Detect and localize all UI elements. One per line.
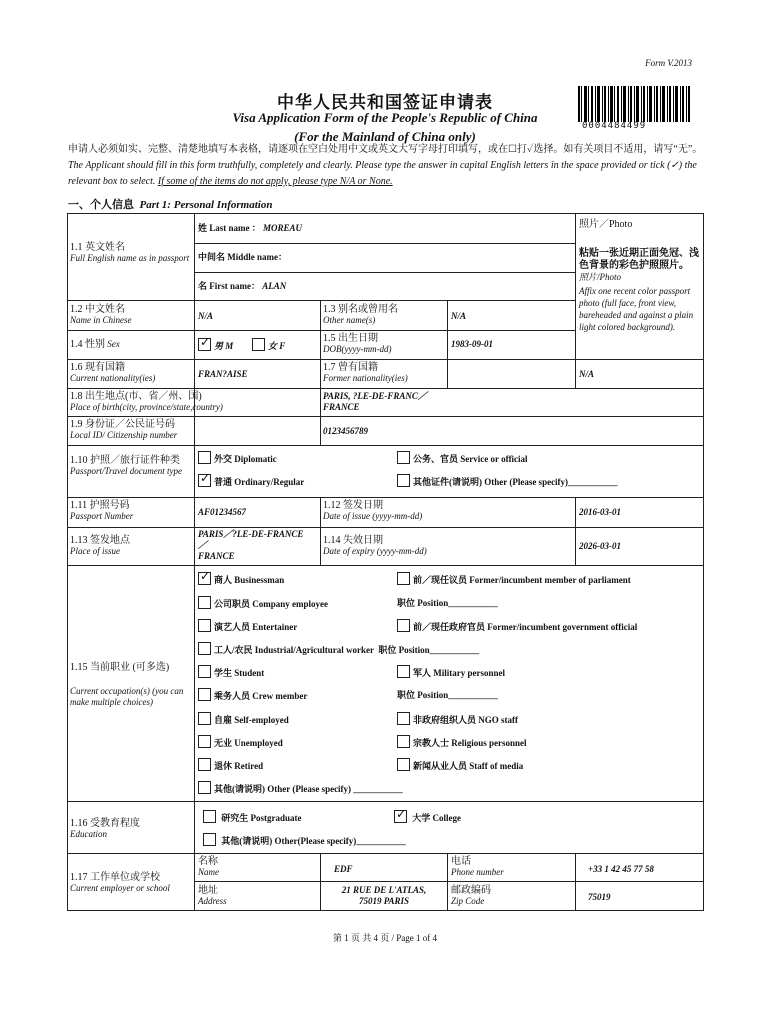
employer-zip-label: 邮政编码 Zip Code bbox=[451, 885, 491, 906]
education-other[interactable]: 其他(请说明) Other(Please specify)___________ bbox=[203, 833, 406, 847]
occupation-media-staff-checkbox[interactable] bbox=[397, 758, 410, 771]
occupation-government-official-checkbox[interactable] bbox=[397, 619, 410, 632]
section-title-english: Part 1: Personal Information bbox=[139, 199, 273, 211]
passport-other-option[interactable]: 其他证件(请说明) Other (Please specify)___________ bbox=[397, 474, 618, 488]
field-1-10-label: 1.10 护照／旅行证件种类 Passport/Travel document type bbox=[70, 455, 182, 476]
field-1-14-label: 1.14 失效日期 Date of expiry (yyyy-mm-dd) bbox=[323, 535, 427, 556]
education-college[interactable]: ✓ 大学 College bbox=[394, 810, 461, 824]
sex-male-option[interactable]: ✓ 男 M bbox=[198, 338, 233, 352]
field-1-4-label: 1.4 性别 Sex bbox=[70, 339, 120, 350]
instructions-chinese: 申请人必须如实、完整、清楚地填写本表格，请逐项在空白处用中文或英文大写字母打印填写，或在☐打✓选择。如有关项目不适用，请写“无”。 bbox=[68, 144, 703, 155]
occupation-ngo-staff[interactable]: 非政府组织人员 NGO staff bbox=[397, 712, 518, 726]
occupation-position-2[interactable]: 职位 Position___________ bbox=[378, 645, 480, 655]
occupation-student[interactable]: 学生 Student bbox=[198, 665, 264, 679]
passport-ordinary-checkbox[interactable] bbox=[198, 474, 211, 487]
field-1-7-label: 1.7 曾有国籍 Former nationality(ies) bbox=[323, 362, 408, 383]
field-1-12-label: 1.12 签发日期 Date of issue (yyyy-mm-dd) bbox=[323, 500, 423, 521]
form-title-subtitle: (For the Mainland of China only) bbox=[294, 129, 476, 144]
place-of-issue-value[interactable]: PARIS／?LE-DE-FRANCE ／ FRANCE bbox=[198, 529, 304, 561]
field-1-9-label: 1.9 身份证／公民证号码 Local ID/ Citizenship number bbox=[70, 419, 178, 440]
occupation-crew-member-checkbox[interactable] bbox=[198, 688, 211, 701]
occupation-parliament-checkbox[interactable] bbox=[397, 572, 410, 585]
occupation-position-1[interactable]: 职位 Position___________ bbox=[397, 598, 498, 608]
citizenship-number-value[interactable]: 0123456789 bbox=[323, 426, 368, 436]
occupation-position-3[interactable]: 职位 Position___________ bbox=[397, 690, 498, 700]
instructions-english: The Applicant should fill in this form truthfully, completely and clearly. Please type the answer in capital English letters in the space provided or tick (✓) the relevant box to select. bbox=[68, 160, 697, 187]
occupation-company-employee[interactable]: 公司职员 Company employee bbox=[198, 596, 328, 610]
first-name-label: 名 First name： bbox=[198, 281, 260, 291]
field-1-16-label: 1.16 受教育程度 Education bbox=[70, 818, 140, 839]
occupation-self-employed[interactable]: 自雇 Self-employed bbox=[198, 712, 289, 726]
expiry-date-value[interactable]: 2026-03-01 bbox=[579, 541, 621, 551]
middle-name-label: 中间名 Middle name： bbox=[198, 252, 287, 262]
employer-zip-value[interactable]: 75019 bbox=[588, 892, 611, 902]
field-1-3-label: 1.3 别名或曾用名 Other name(s) bbox=[323, 304, 398, 325]
passport-service-option[interactable]: 公务、官员 Service or official bbox=[397, 451, 528, 465]
birthplace-value[interactable]: PARIS, ?LE-DE-FRANC／ FRANCE bbox=[323, 391, 427, 412]
form-title-english: Visa Application Form of the People's Republic of China bbox=[232, 110, 538, 125]
field-1-15-label-english: Current occupation(s) (you can make multiple choices) bbox=[70, 686, 184, 707]
occupation-media-staff[interactable]: 新闻从业人员 Staff of media bbox=[397, 758, 523, 772]
passport-service-checkbox[interactable] bbox=[397, 451, 410, 464]
occupation-ngo-staff-checkbox[interactable] bbox=[397, 712, 410, 725]
section-title-chinese: 一、个人信息 bbox=[68, 199, 134, 211]
barcode-number: 0004484499 bbox=[582, 121, 647, 131]
occupation-industrial-worker-checkbox[interactable] bbox=[198, 642, 211, 655]
education-other-checkbox[interactable] bbox=[203, 833, 216, 846]
field-1-6-label: 1.6 现有国籍 Current nationality(ies) bbox=[70, 362, 156, 383]
occupation-crew-member[interactable]: 乘务人员 Crew member bbox=[198, 688, 307, 702]
sex-male-checkbox[interactable] bbox=[198, 338, 211, 351]
passport-number-value[interactable]: AF01234567 bbox=[198, 507, 247, 517]
first-name-field[interactable] bbox=[198, 281, 286, 292]
occupation-unemployed[interactable]: 无业 Unemployed bbox=[198, 735, 283, 749]
instructions-english-underlined: If some of the items do not apply, please type N/A or None. bbox=[157, 176, 393, 187]
other-names-value[interactable]: N/A bbox=[451, 311, 467, 321]
employer-address-label: 地址 Address bbox=[198, 885, 227, 906]
passport-diplomatic-checkbox[interactable] bbox=[198, 451, 211, 464]
occupation-entertainer-checkbox[interactable] bbox=[198, 619, 211, 632]
occupation-other-checkbox[interactable] bbox=[198, 781, 211, 794]
dob-value[interactable]: 1983-09-01 bbox=[451, 339, 493, 349]
photo-instruction-english: Affix one recent color passport photo (full face, front view, bareheaded and against a plain light colored background). bbox=[579, 286, 694, 332]
education-postgraduate[interactable]: 研究生 Postgraduate bbox=[203, 810, 302, 824]
field-1-5-label: 1.5 出生日期 DOB(yyyy-mm-dd) bbox=[323, 333, 392, 354]
issue-date-value[interactable]: 2016-03-01 bbox=[579, 507, 621, 517]
field-1-8-label: 1.8 出生地点(市、省／州、国) Place of birth(city, province/state,country) bbox=[70, 391, 223, 412]
education-postgraduate-checkbox[interactable] bbox=[203, 810, 216, 823]
field-1-1-label: 1.1 英文姓名 Full English name as in passport bbox=[70, 242, 190, 263]
last-name-label: 姓 Last name ： bbox=[198, 223, 261, 233]
photo-box bbox=[579, 219, 701, 333]
passport-diplomatic-option[interactable]: 外交 Diplomatic bbox=[198, 451, 277, 465]
occupation-parliament[interactable]: 前／现任议员 Former/incumbent member of parliament bbox=[397, 572, 631, 586]
last-name-field[interactable] bbox=[198, 223, 302, 234]
chinese-name-value[interactable]: N/A bbox=[198, 311, 214, 321]
field-1-2-label: 1.2 中文姓名 Name in Chinese bbox=[70, 304, 132, 325]
first-name-value: ALAN bbox=[262, 281, 287, 291]
occupation-industrial-worker[interactable]: 工人/农民 Industrial/Agricultural worker 职位 Position___________ bbox=[198, 642, 479, 656]
employer-address-value[interactable]: 21 RUE DE L'ATLAS, 75019 PARIS bbox=[341, 885, 427, 906]
photo-subtitle: 照片/Photo bbox=[579, 272, 621, 282]
photo-instruction-chinese: 粘贴一张近期正面免冠、浅色背景的彩色护照照片。 bbox=[579, 248, 699, 271]
occupation-businessman[interactable]: ✓商人 Businessman bbox=[198, 572, 284, 586]
photo-title: 照片／Photo bbox=[579, 219, 633, 230]
section-title bbox=[68, 196, 272, 212]
sex-female-option[interactable]: 女 F bbox=[252, 338, 285, 352]
employer-name-value[interactable]: EDF bbox=[334, 864, 353, 874]
occupation-military-checkbox[interactable] bbox=[397, 665, 410, 678]
occupation-government-official[interactable]: 前／现任政府官员 Former/incumbent government official bbox=[397, 619, 637, 633]
occupation-retired-checkbox[interactable] bbox=[198, 758, 211, 771]
last-name-value: MOREAU bbox=[263, 223, 303, 233]
form-title-chinese: 中华人民共和国签证申请表 bbox=[277, 93, 493, 112]
barcode-icon bbox=[578, 86, 690, 122]
occupation-military[interactable]: 军人 Military personnel bbox=[397, 665, 505, 679]
education-college-checkbox[interactable] bbox=[394, 810, 407, 823]
employer-name-label: 名称 Name bbox=[198, 856, 219, 877]
field-1-11-label: 1.11 护照号码 Passport Number bbox=[70, 500, 134, 521]
page-number: 第 1 页 共 4 页 / Page 1 of 4 bbox=[333, 933, 437, 943]
current-nationality-value[interactable]: FRAN?AISE bbox=[198, 369, 248, 379]
form-version: Form V.2013 bbox=[645, 58, 692, 68]
occupation-retired[interactable]: 退休 Retired bbox=[198, 758, 263, 772]
employer-phone-label: 电话 Phone number bbox=[451, 856, 504, 877]
occupation-self-employed-checkbox[interactable] bbox=[198, 712, 211, 725]
sex-female-checkbox[interactable] bbox=[252, 338, 265, 351]
occupation-entertainer[interactable]: 演艺人员 Entertainer bbox=[198, 619, 297, 633]
occupation-businessman-checkbox[interactable] bbox=[198, 572, 211, 585]
field-1-17-label: 1.17 工作单位或学校 Current employer or school bbox=[70, 872, 170, 893]
employer-phone-value[interactable]: +33 1 42 45 77 58 bbox=[588, 864, 654, 874]
former-nationality-value[interactable]: N/A bbox=[579, 369, 595, 379]
field-1-13-label: 1.13 签发地点 Place of issue bbox=[70, 535, 130, 556]
occupation-unemployed-checkbox[interactable] bbox=[198, 735, 211, 748]
instructions bbox=[68, 142, 708, 190]
occupation-religious[interactable]: 宗教人士 Religious personnel bbox=[397, 735, 527, 749]
occupation-student-checkbox[interactable] bbox=[198, 665, 211, 678]
occupation-religious-checkbox[interactable] bbox=[397, 735, 410, 748]
passport-other-checkbox[interactable] bbox=[397, 474, 410, 487]
field-1-15-label: 1.15 当前职业 (可多选) bbox=[70, 662, 170, 673]
occupation-other[interactable]: 其他(请说明) Other (Please specify) ___________ bbox=[198, 781, 403, 795]
occupation-company-employee-checkbox[interactable] bbox=[198, 596, 211, 609]
passport-ordinary-option[interactable]: ✓普通 Ordinary/Regular bbox=[198, 474, 304, 488]
middle-name-field[interactable] bbox=[198, 252, 287, 263]
